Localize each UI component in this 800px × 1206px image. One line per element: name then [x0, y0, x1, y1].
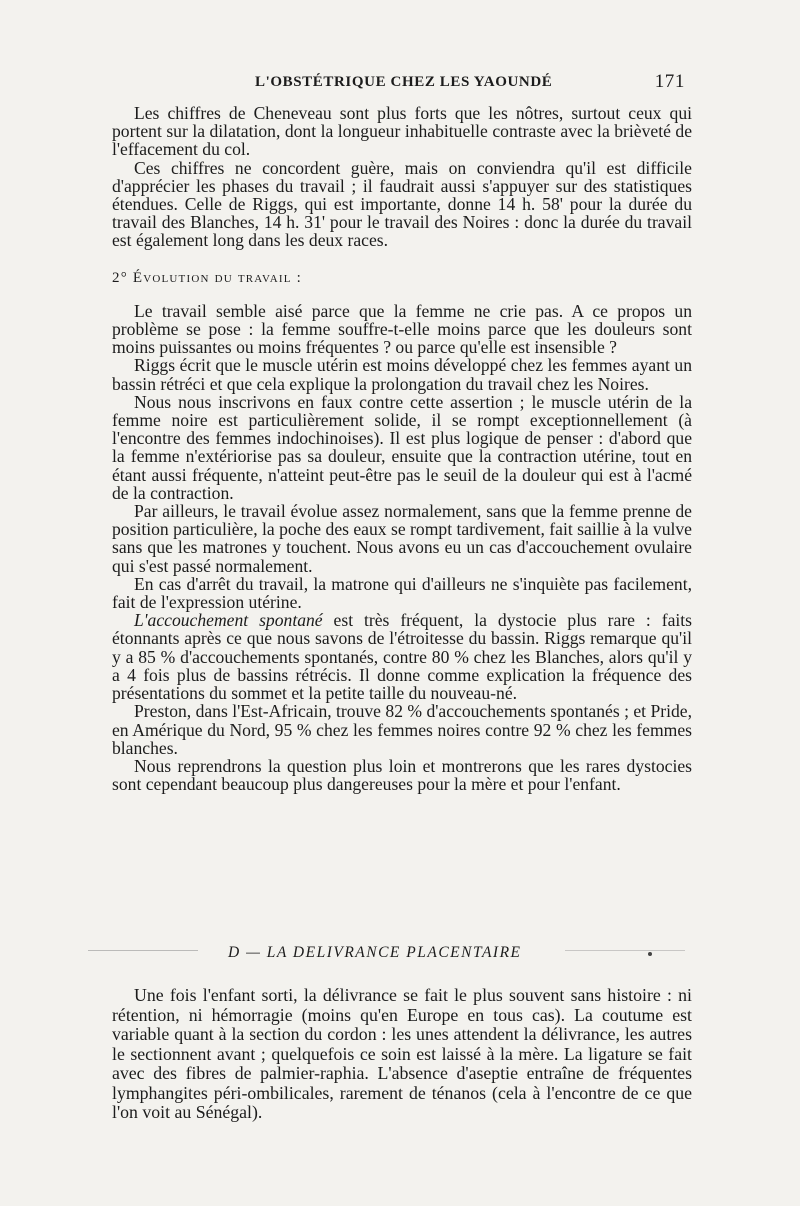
running-title: L'OBSTÉTRIQUE CHEZ LES YAOUNDÉ [255, 74, 553, 90]
paragraph [112, 611, 692, 702]
paragraph: Nous nous inscrivons en faux contre cette assertion ; le muscle utérin de la femme noire est particulièrement solide, il se rompt exceptionnellement (à l'encontre des femmes indochinoises). Il est plus logique de penser : d'abord que la femme n'extériorise pas sa douleur, ensuite que la contraction utérine, tout en étant aussi fréquente, n'atteint peut-être pas le seuil de la douleur qui est à l'acmé de la contraction. [112, 391, 692, 503]
subsection-heading: D — LA DELIVRANCE PLACENTAIRE [228, 944, 522, 961]
paragraph-text: est très fréquent, la dystocie plus rare : faits étonnants après ce que nous savons de l'étroitesse du bassin. Riggs remarque qu'il y a 85 % d'accouchements spontanés, contre 80 % chez les Blanches, alors qu'il y a 4 fois plus de bassins rétrécis. Il donne comme explication la fréquence des présentations du sommet et la petite taille du nouveau-né. [112, 610, 692, 704]
delivrance-text [112, 986, 692, 1123]
paragraph: En cas d'arrêt du travail, la matrone qui d'ailleurs ne s'inquiète pas facilement, fait de l'expression utérine. [112, 573, 692, 613]
scan-artifact-line [88, 950, 198, 951]
italic-term: L'accouchement spontané [134, 610, 323, 631]
section-heading: 2° Évolution du travail : [112, 269, 302, 286]
paragraph: Preston, dans l'Est-Africain, trouve 82 % d'accouchements spontanés ; et Pride, en Amérique du Nord, 95 % chez les femmes noires contre 92 % chez les femmes blanches. [112, 701, 692, 758]
paragraph: Par ailleurs, le travail évolue assez normalement, sans que la femme prenne de position particulière, la poche des eaux se rompt tardivement, fait saillie à la vulve sans que les matrones y touchent. Nous avons eu un cas d'accouchement ovulaire qui s'est passé normalement. [112, 501, 692, 576]
paragraph: Le travail semble aisé parce que la femme ne crie pas. A ce propos un problème se pose : la femme souffre-t-elle moins parce que les douleurs sont moins puissantes ou moins fréquentes ? ou parce qu'elle est insensible ? [112, 300, 692, 358]
paragraph: Une fois l'enfant sorti, la délivrance se fait le plus souvent sans histoire : ni rétention, ni hémorragie (moins qu'en Europe en tous cas). La coutume est variable quant à la section du cordon : les unes attendent la délivrance, les autres le sectionnent avant ; quelquefois ce soin est laissé à la mère. La ligature se fait avec des fibres de palmier-raphia. L'absence d'aseptie entraîne de fréquentes lymphangites péri-ombilicales, rarement de ténanos (cela à l'encontre de ce que l'on voit au Sénégal). [112, 985, 692, 1122]
page-number: 171 [654, 71, 685, 92]
main-text [112, 104, 692, 793]
paragraph: Ces chiffres ne concordent guère, mais on conviendra qu'il est difficile d'apprécier les phases du travail ; il faudrait aussi s'appuyer sur des statistiques étendues. Celle de Riggs, qui est importante, donne 14 h. 58' pour la durée du travail des Blanches, 14 h. 31' pour le travail des Noires : donc la durée du travail est également long dans les deux races. [112, 157, 692, 251]
scan-artifact-dot [648, 952, 652, 956]
paragraph: Riggs écrit que le muscle utérin est moins développé chez les femmes ayant un bassin rétréci et que cela explique la prolongation du travail chez les Noires. [112, 355, 692, 394]
paragraph: Nous reprendrons la question plus loin et montrerons que les rares dystocies sont cependant beaucoup plus dangereuses pour la mère et pour l'enfant. [112, 755, 692, 795]
paragraph: Les chiffres de Cheneveau sont plus forts que les nôtres, surtout ceux qui portent sur la dilatation, dont la longueur inhabituelle contraste avec la brièveté de l'effacement du col. [112, 103, 692, 160]
